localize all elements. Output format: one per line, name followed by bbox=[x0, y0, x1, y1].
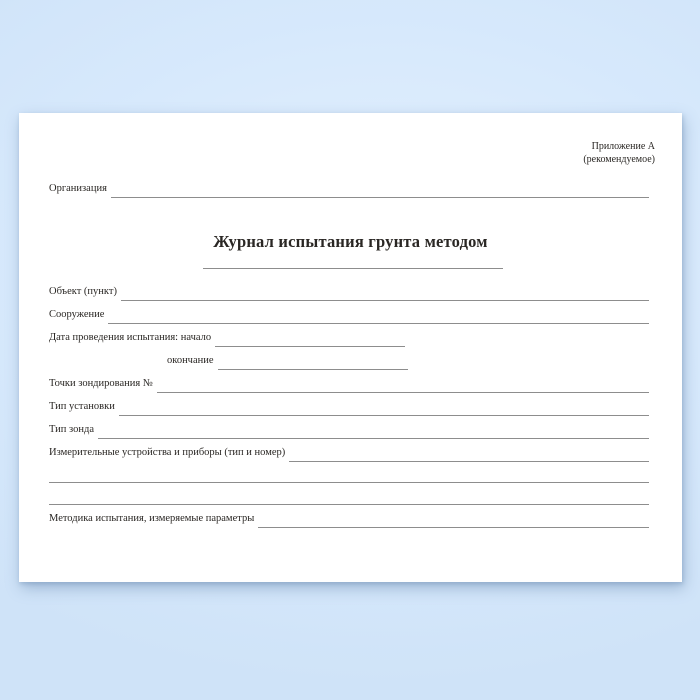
field-label-structure: Сооружение bbox=[49, 309, 105, 320]
document-page bbox=[19, 113, 682, 582]
field-label-instruments: Измерительные устройства и приборы (тип и номер) bbox=[49, 447, 286, 458]
blank-line bbox=[111, 197, 649, 198]
blank-line bbox=[258, 527, 649, 528]
field-row-structure bbox=[49, 308, 649, 322]
field-row-method bbox=[49, 512, 649, 526]
blank-line bbox=[98, 438, 649, 439]
blank-line bbox=[49, 504, 649, 505]
title-blank-line bbox=[203, 253, 503, 269]
field-row-instruments bbox=[49, 446, 649, 460]
field-row-probe-type bbox=[49, 423, 649, 437]
blank-line bbox=[215, 346, 405, 347]
field-row-date-end bbox=[49, 354, 649, 368]
field-label-unit-type: Тип установки bbox=[49, 401, 115, 412]
blank-line bbox=[218, 369, 408, 370]
blank-line bbox=[108, 323, 649, 324]
blank-line bbox=[49, 482, 649, 483]
field-label-method: Методика испытания, измеряемые параметры bbox=[49, 513, 255, 524]
blank-line bbox=[289, 461, 649, 462]
field-row-continuation-line-1 bbox=[49, 467, 649, 481]
field-row-unit-type bbox=[49, 400, 649, 414]
appendix-line-2: (рекомендуемое) bbox=[583, 154, 655, 165]
field-row-object bbox=[49, 285, 649, 299]
field-label-sounding-points: Точки зондирования № bbox=[49, 378, 153, 389]
field-row-date-start bbox=[49, 331, 649, 345]
field-row-organization bbox=[49, 182, 649, 196]
field-label-object: Объект (пункт) bbox=[49, 286, 117, 297]
appendix-line-1: Приложение А bbox=[591, 141, 655, 152]
field-label-date-end: окончание bbox=[167, 355, 214, 366]
field-label-probe-type: Тип зонда bbox=[49, 424, 94, 435]
blank-line bbox=[121, 300, 649, 301]
field-label-date-start: Дата проведения испытания: начало bbox=[49, 332, 212, 343]
appendix-note bbox=[583, 140, 655, 166]
field-row-continuation-line-2 bbox=[49, 489, 649, 503]
field-row-sounding-points bbox=[49, 377, 649, 391]
field-label-organization: Организация bbox=[49, 183, 107, 194]
blank-line bbox=[119, 415, 649, 416]
document-title: Журнал испытания грунта методом bbox=[213, 232, 488, 251]
blank-line bbox=[157, 392, 649, 393]
